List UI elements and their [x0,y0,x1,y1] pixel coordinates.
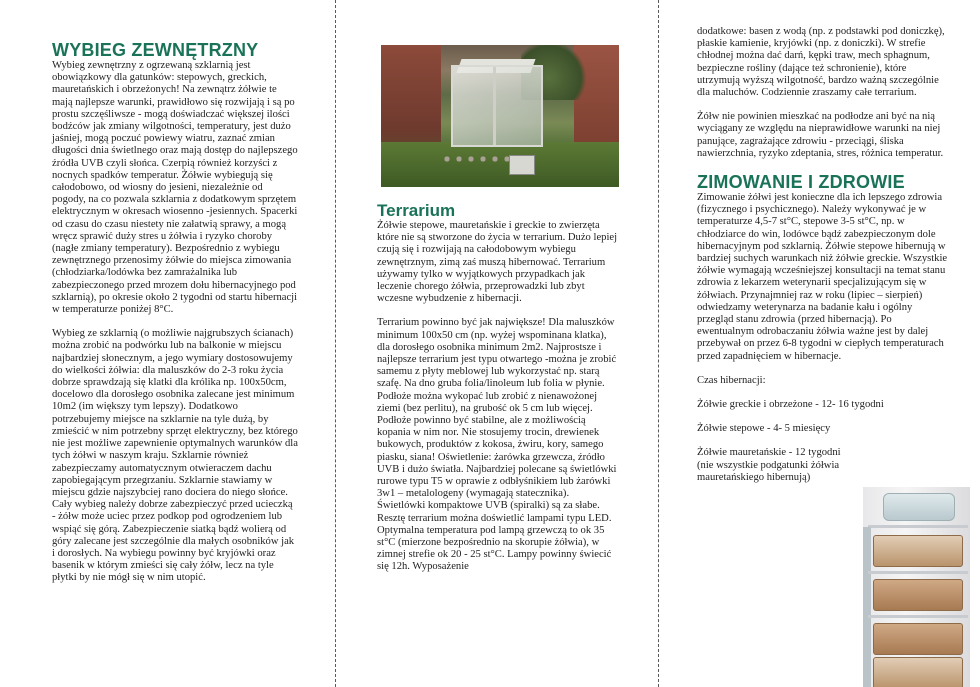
hibernation-time-greek: Żółwie greckie i obrzeżone - 12- 16 tygodni [697,399,884,411]
paragraph: Optymalna temperatura pod lampą grzewczą to ok 35 st°C (mierzone bezpośrednio na skorupie żółwia), w zimnej strefie ok 20 - 25 st°C. Lampy powinny świecić się 12h. Wyposażenie [377,524,612,573]
hibernation-times-label: Czas hibernacji: [697,374,766,386]
hibernation-time-note: (nie wszystkie podgatunki żółwia mauretańskiego hibernują) [697,459,840,483]
section-heading-hibernation: ZIMOWANIE I ZDROWIE [697,172,905,193]
paragraph: dodatkowe: basen z wodą (np. z podstawki pod doniczkę), płaskie kamienie, kryjówki (np. z doniczki). W strefie chłodnej można dać darń, kępki traw, mech sphagnum, bezpieczne rośliny (dające też schronienie), które utrzymują wyższą wilgotność, bardzo ważną szczególnie dla maluchów. Codziennie zraszamy całe terrarium. [697,26,945,99]
hibernation-time-steppe: Żółwie stepowe - 4- 5 miesięcy [697,423,831,435]
paragraph: Wybieg ze szklarnią (o możliwie najgrubszych ścianach) można zrobić na podwórku lub na balkonie w miejscu najbardziej słonecznym, a jego wymiary dostosowujemy do wielkości żółwia: dla maluszków do 2-3 roku życia dobrze sprawdzają się klatki dla królika np. 100x50cm, docelowo dla dorosłego osobnika zalecane jest minimum 10m2 (im większy tym lepszy). Dodatkowo potrzebujemy miejsce na szklarnie na tyle dużą, by zmieścić w nim potrzebny sprzęt elektryczny, bez którego nie jest możliwe zapewnienie optymalnych warunków dla tych żółwi w naszym kraju. Szklarnie również zabezpieczamy automatycznym otwieraczem dachu zapobiegającym przegrzaniu. Szklarnie stawiamy w miejscu gdzie najszybciej rano dociera do niego słońce. Cały wybieg należy dobrze zabezpieczyć przed ucieczką - żółw może uciec przez podkop pod ogrodzeniem lub wspiąć się górą. Zabezpieczenie siatką bądź wolierą od góry zalecane jest szczególnie dla małych osobników jak i dorosłych. Na wybiegu powinny być kryjówki oraz basenik w którym zmieści się cały żółw, lecz na tyle płytki by nie mógł się w nim utopić. [52,328,298,584]
paragraph: Żółwie stepowe, mauretańskie i greckie to zwierzęta które nie są stworzone do życia w terrarium. Dużo lepiej czują się i rozwijają na całodobowym wybiegu zewnętrznym, zimą zaś muszą hibernować. Terrarium używamy tylko w wyjątkowych przypadkach jak leczenie chorego żółwia, przeprowadzki lub zbyt wczesne wybudzenie z hibernacji. [377,220,618,305]
fridge-hibernation-photo [863,487,970,687]
column-divider [658,0,659,687]
column-terrarium [377,201,619,574]
section-heading-terrarium: Terrarium [377,201,456,220]
greenhouse-photo [381,45,619,187]
paragraph: Żółw nie powinien mieszkać na podłodze ani być na nią wyciągany ze względu na nieprawidłowe warunki na niej panujące, zagrażające zdrowiu - przeciągi, śliska nawierzchnia, ryzyko zdeptania, stres, różnica temperatur. [697,111,944,159]
column-hibernation [697,26,949,484]
hibernation-time-moorish: Żółwie mauretańskie - 12 tygodni [697,447,841,459]
column-divider [335,0,336,687]
paragraph: Zimowanie żółwi jest konieczne dla ich lepszego zdrowia (fizycznego i psychicznego). Należy wykonywać je w temperaturze 4,5-7 st°C, stepowe 3-5 st°C, np. w chłodziarce do win, lodówce bądź zabezpieczonym dole hibernacyjnym pod szklarnią. Żółwie stepowe hibernują w bardziej suchych warunkach niż żółwie greckie. Wszystkie żółwie wymagają wcześniejszej konsultacji na temat stanu zdrowia z lekarzem weterynarii specjalizującym się w żółwiach. Przynajmniej raz w roku (lipiec – sierpień) odwiedzamy weterynarza na badanie kału i ogólny przegląd stanu zdrowia (przed hibernacją). Po ewentualnym odrobaczaniu żółwia ważne jest by dalej przebywał on przez 6-8 tygodni w ciepłych temperaturach przed zapadnięciem w hibernacje. [697,192,948,362]
column-outdoor-run [52,40,298,585]
section-heading-outdoor-run: WYBIEG ZEWNĘTRZNY [52,40,259,60]
paragraph: Terrarium powinno być jak największe! Dla maluszków minimum 100x50 cm (np. wyżej wspominana klatka), dla dorosłego osobnika minimum 2m2. Najprostsze i najlepsze terrarium jest typu otwartego -można je zrobić samemu z płyty meblowej lub wykorzystać np. starą szafę. Na dno gruba folia/linoleum lub folia w płynie. Podłoże można wykopać lub zrobić z nienawożonej ziemi (bez perlitu), na grubość ok 5 cm lub więcej. Podłoże powinno być stabilne, ale z możliwością kopania w nim nor. Nie stosujemy trocin, drewienek bukowych, produktów z kokosa, żwiru, kory, samego piasku, siana! Oświetlenie: żarówka grzewcza, źródło UVB i dużo światła. Najbardziej polecane są świetlówki rurowe typu T5 w oprawie z odbłyśnikiem lub żarówki 3w1 – metalologeny (wymagają statecznika). Świetlówki kompaktowe UVB (spiralki) są za słabe. Resztę terrarium można doświetlić lampami typu LED. [377,317,617,524]
paragraph: Wybieg zewnętrzny z ogrzewaną szklarnią jest obowiązkowy dla gatunków: stepowych, greckich, mauretańskich i obrzeżonych! Na zewnątrz żółwie te mają najlepsze warunki, prawidłowo się rozwijają i są po prostu szczęśliwsze - mogą doświadczać większej ilości bodźców jak zmiany wilgotności, temperatury, jest dużo jaśniej, mogą poczuć powiewy wiatru, zaznać zmian długości dnia świetlnego oraz mają dostęp do najlepszego źródła UVB czyli słońca. Czerpią również korzyści z nocnych spadków temperatur. Żółwie wybiegują się całodobowo, od wiosny do jesieni, niezależnie od pogody, na co pozwala szklarnia z dodatkowym sprzętem elektrycznym w okresach wiosenno -jesiennych. Spacerki od czasu do czasu niestety nie załatwią sprawy, a mogą wręcz sprawić duży stres u żółwia i ryzyko choroby (nagłe zmiany temperatury). Bezpośrednio z wybiegu zewnętrznego przenosimy żółwie do miejsca zimowania (chłodziarka/lodówka bez zamrażalnika lub zabezpieczonego przed mrozem dołu hibernacyjnego pod szklarnią), po okresie około 2 tygodni od startu hibernacji w temperaturze poniżej 8°C. [52,60,298,316]
